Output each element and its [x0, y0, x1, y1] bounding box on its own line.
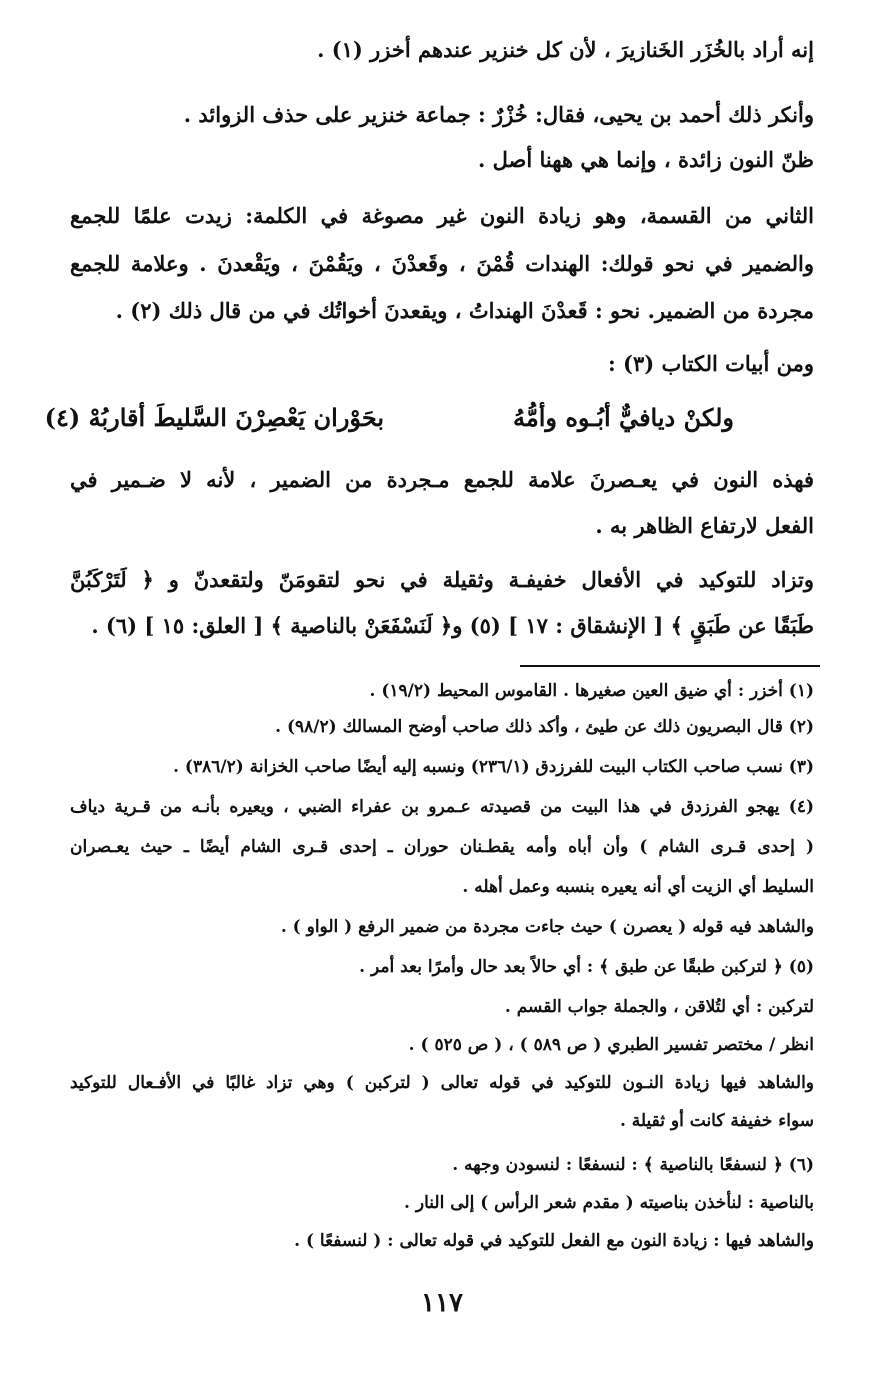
- body-line: طَبَقًا عن طَبَقٍ ﴾ [ الإنشقاق : ١٧ ] (٥) و﴿ لَنَسْفَعَنْ بالناصية ﴾ [ العلق: ١٥ ] (٦) .: [91, 613, 814, 638]
- footnote-line: ( إحدى قـرى الشام ) وأن أباه وأمه يقطـنان حوران ـ إحدى قـرى الشام أيضًا ـ حيث يعـصران: [70, 837, 814, 857]
- verse-second-hemistich: بحَوْران يَعْصِرْنَ السَّليطَ أقاربُهْ (٤): [44, 403, 384, 432]
- footnote-line: والشاهد فيها : زيادة النون مع الفعل للتوكيد في قوله تعالى : ( لنسفعًا ) .: [294, 1231, 814, 1251]
- body-line: مجردة من الضمير. نحو : قَعدْنَ الهنداتُ ، ويقعدنَ أخواتُك في من قال ذلك (٢) .: [115, 298, 814, 323]
- footnote-line: (٢) قال البصريون ذلك عن طيئ ، وأكد ذلك صاحب أوضح المسالك (٩٨/٢) .: [275, 717, 814, 737]
- footnote-line: بالناصية : لنأخذن بناصيته ( مقدم شعر الرأس ) إلى النار .: [404, 1193, 814, 1213]
- footnote-line: سواء خفيفة كانت أو ثقيلة .: [619, 1111, 814, 1131]
- footnote-separator: [520, 665, 820, 667]
- page-number: ١١٧: [421, 1288, 463, 1318]
- body-line: ومن أبيات الكتاب (٣) :: [607, 351, 814, 376]
- body-line: ظنّ النون زائدة ، وإنما هي ههنا أصل .: [478, 147, 814, 172]
- footnote-line: (١) أخزر : أي ضيق العين صغيرها . القاموس المحيط (١٩/٢) .: [369, 681, 814, 701]
- body-line: وأنكر ذلك أحمد بن يحيى، فقال: خُزْرٌ : جماعة خنزير على حذف الزوائد .: [183, 102, 814, 127]
- footnote-line: انظر / مختصر تفسير الطبري ( ص ٥٨٩ ) ، ( ص ٥٢٥ ) .: [408, 1035, 814, 1055]
- footnote-line: (٥) ﴿ لتركبن طبقًا عن طبق ﴾ : أي حالاً بعد حال وأمرًا بعد أمر .: [359, 957, 814, 977]
- footnote-line: لتركبن : أي لتُلاقن ، والجملة جواب القسم .: [504, 997, 814, 1017]
- body-line: الثاني من القسمة، وهو زيادة النون غير مصوغة في الكلمة: زيدت علمًا للجمع: [70, 203, 814, 228]
- body-line: والضمير في نحو قولك: الهندات قُمْنَ ، وقَعدْنَ ، ويَقُمْنَ ، ويَقْعدنَ . وعلامة للجمع: [70, 251, 814, 276]
- footnote-line: والشاهد فيه قوله ( يعصرن ) حيث جاءت مجردة من ضمير الرفع ( الواو ) .: [280, 917, 814, 937]
- body-line: الفعل لارتفاع الظاهر به .: [595, 513, 814, 538]
- verse-first-hemistich: ولكنْ ديافيٌّ أبُـوه وأمُّهُ: [513, 403, 734, 432]
- body-line: وتزاد للتوكيد في الأفعال خفيفـة وثقيلة في نحو لتقومَنّ ولتقعدنّ و ﴿ لَتَرْكَبُنَّ: [70, 567, 814, 592]
- footnote-line: (٤) يهجو الفرزدق في هذا البيت من قصيدته عـمرو بن عفراء الضبي ، ويعيره بأنـه من قـرية دياف: [70, 797, 814, 817]
- body-line: إنه أراد بالخُزَر الخَنازيرَ ، لأن كل خنزير عندهم أخزر (١) .: [317, 37, 814, 62]
- body-line: فهذه النون في يعـصرنَ علامة للجمع مـجردة من الضمير ، لأنه لا ضـمير في: [70, 467, 814, 492]
- footnote-line: السليط أي الزيت أي أنه يعيره بنسبه وعمل أهله .: [462, 877, 814, 897]
- footnote-line: (٦) ﴿ لنسفعًا بالناصية ﴾ : لنسفعًا : لنسودن وجهه .: [452, 1155, 814, 1175]
- footnote-line: والشاهد فيها زيادة النـون للتوكيد في قوله تعالى ( لتركبن ) وهي تزاد غالبًا في الأفـعال للتوكيد: [70, 1073, 814, 1093]
- footnote-line: (٣) نسب صاحب الكتاب البيت للفرزدق (٢٣٦/١) ونسبه إليه أيضًا صاحب الخزانة (٣٨٦/٢) .: [173, 757, 814, 777]
